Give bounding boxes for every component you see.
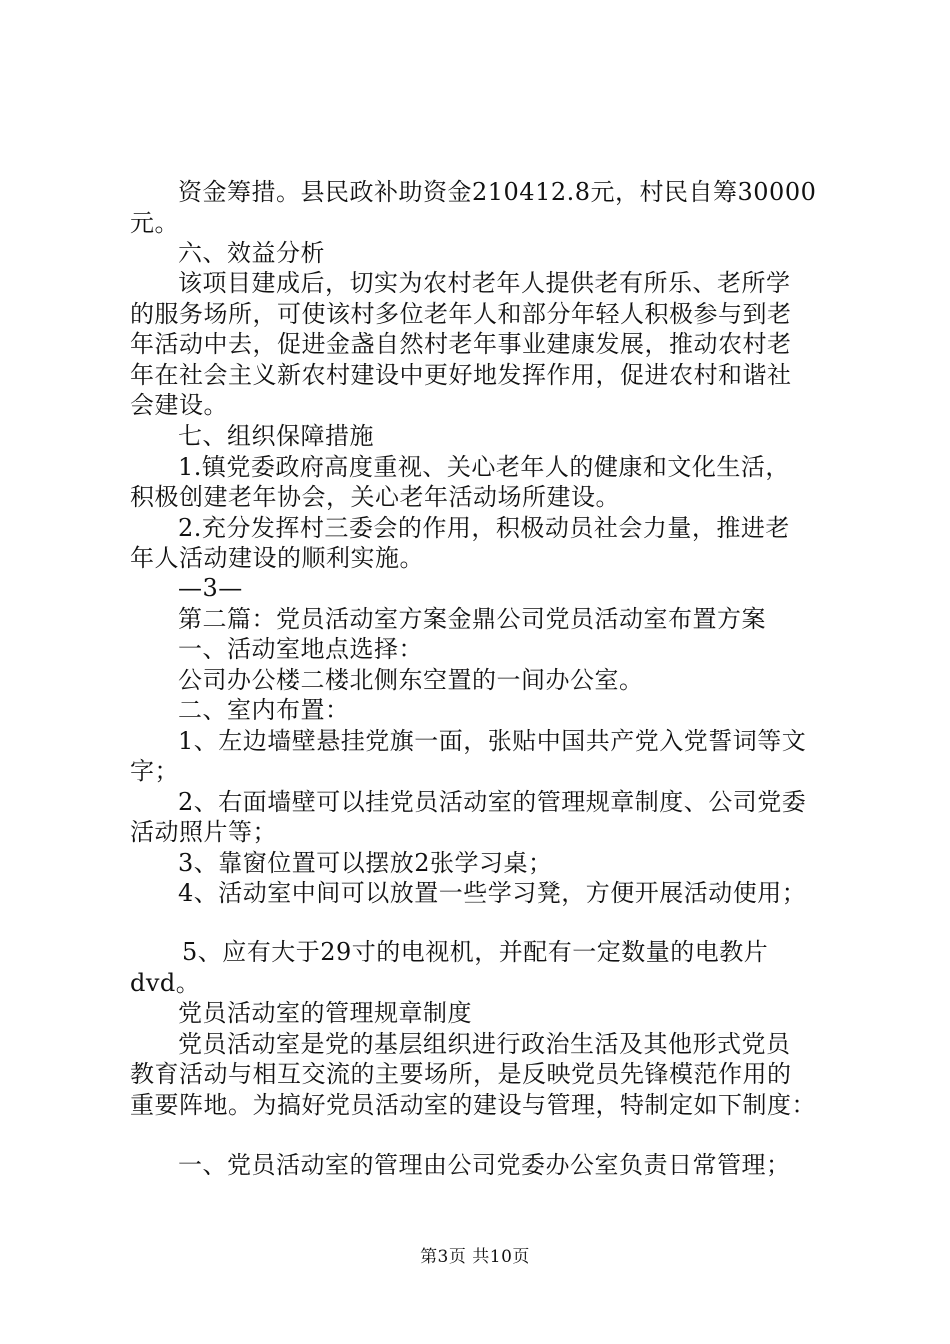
paragraph-line: dvd。 — [130, 969, 201, 997]
paragraph-line: 的服务场所，可使该村多位老年人和部分年轻人积极参与到老 — [130, 300, 792, 328]
paragraph-line: 2、右面墙壁可以挂党员活动室的管理规章制度、公司党委 — [178, 788, 807, 816]
section-heading: 一、活动室地点选择： — [178, 635, 423, 663]
paragraph-line: 年在社会主义新农村建设中更好地发挥作用，促进农村和谐社 — [130, 361, 792, 389]
paragraph-line: 党员活动室是党的基层组织进行政治生活及其他形式党员 — [178, 1030, 791, 1058]
section-heading: 七、组织保障措施 — [178, 422, 374, 450]
paragraph-line: 会建设。 — [130, 391, 228, 419]
page-footer: 第3页 共10页 — [420, 1247, 530, 1267]
paragraph-line: 2.充分发挥村三委会的作用，积极动员社会力量，推进老 — [178, 514, 790, 542]
paragraph-line: 1、左边墙壁悬挂党旗一面，张贴中国共产党入党誓词等文 — [178, 727, 807, 755]
section-heading: 党员活动室的管理规章制度 — [178, 999, 472, 1027]
paragraph-line: 年活动中去，促进金盏自然村老年事业建康发展，推动农村老 — [130, 330, 792, 358]
paragraph-line: 积极创建老年协会，关心老年活动场所建设。 — [130, 483, 620, 511]
paragraph-line: 年人活动建设的顺利实施。 — [130, 544, 424, 572]
paragraph-line: 活动照片等； — [130, 818, 277, 846]
paragraph-line: 资金筹措。县民政补助资金210412.8元，村民自筹30000 — [178, 178, 817, 206]
paragraph-line: 元。 — [130, 209, 179, 237]
paragraph-line: 该项目建成后，切实为农村老年人提供老有所乐、老所学 — [178, 269, 791, 297]
paragraph-line: 1.镇党委政府高度重视、关心老年人的健康和文化生活， — [178, 453, 790, 481]
paragraph-line: 4、活动室中间可以放置一些学习凳，方便开展活动使用； — [178, 879, 807, 907]
paragraph-line: 公司办公楼二楼北侧东空置的一间办公室。 — [178, 666, 644, 694]
paragraph-line: 5、应有大于29寸的电视机，并配有一定数量的电教片 — [182, 938, 769, 966]
paragraph-line: 字； — [130, 757, 179, 785]
chapter-title: 第二篇：党员活动室方案金鼎公司党员活动室布置方案 — [178, 605, 766, 633]
section-heading: 六、效益分析 — [178, 239, 325, 267]
page-marker: —3— — [178, 574, 243, 602]
section-heading: 二、室内布置： — [178, 696, 350, 724]
paragraph-line: 教育活动与相互交流的主要场所，是反映党员先锋模范作用的 — [130, 1060, 792, 1088]
paragraph-line: 一、党员活动室的管理由公司党委办公室负责日常管理； — [178, 1151, 791, 1179]
paragraph-line: 3、靠窗位置可以摆放2张学习桌； — [178, 849, 553, 877]
paragraph-line: 重要阵地。为搞好党员活动室的建设与管理，特制定如下制度： — [130, 1091, 816, 1119]
